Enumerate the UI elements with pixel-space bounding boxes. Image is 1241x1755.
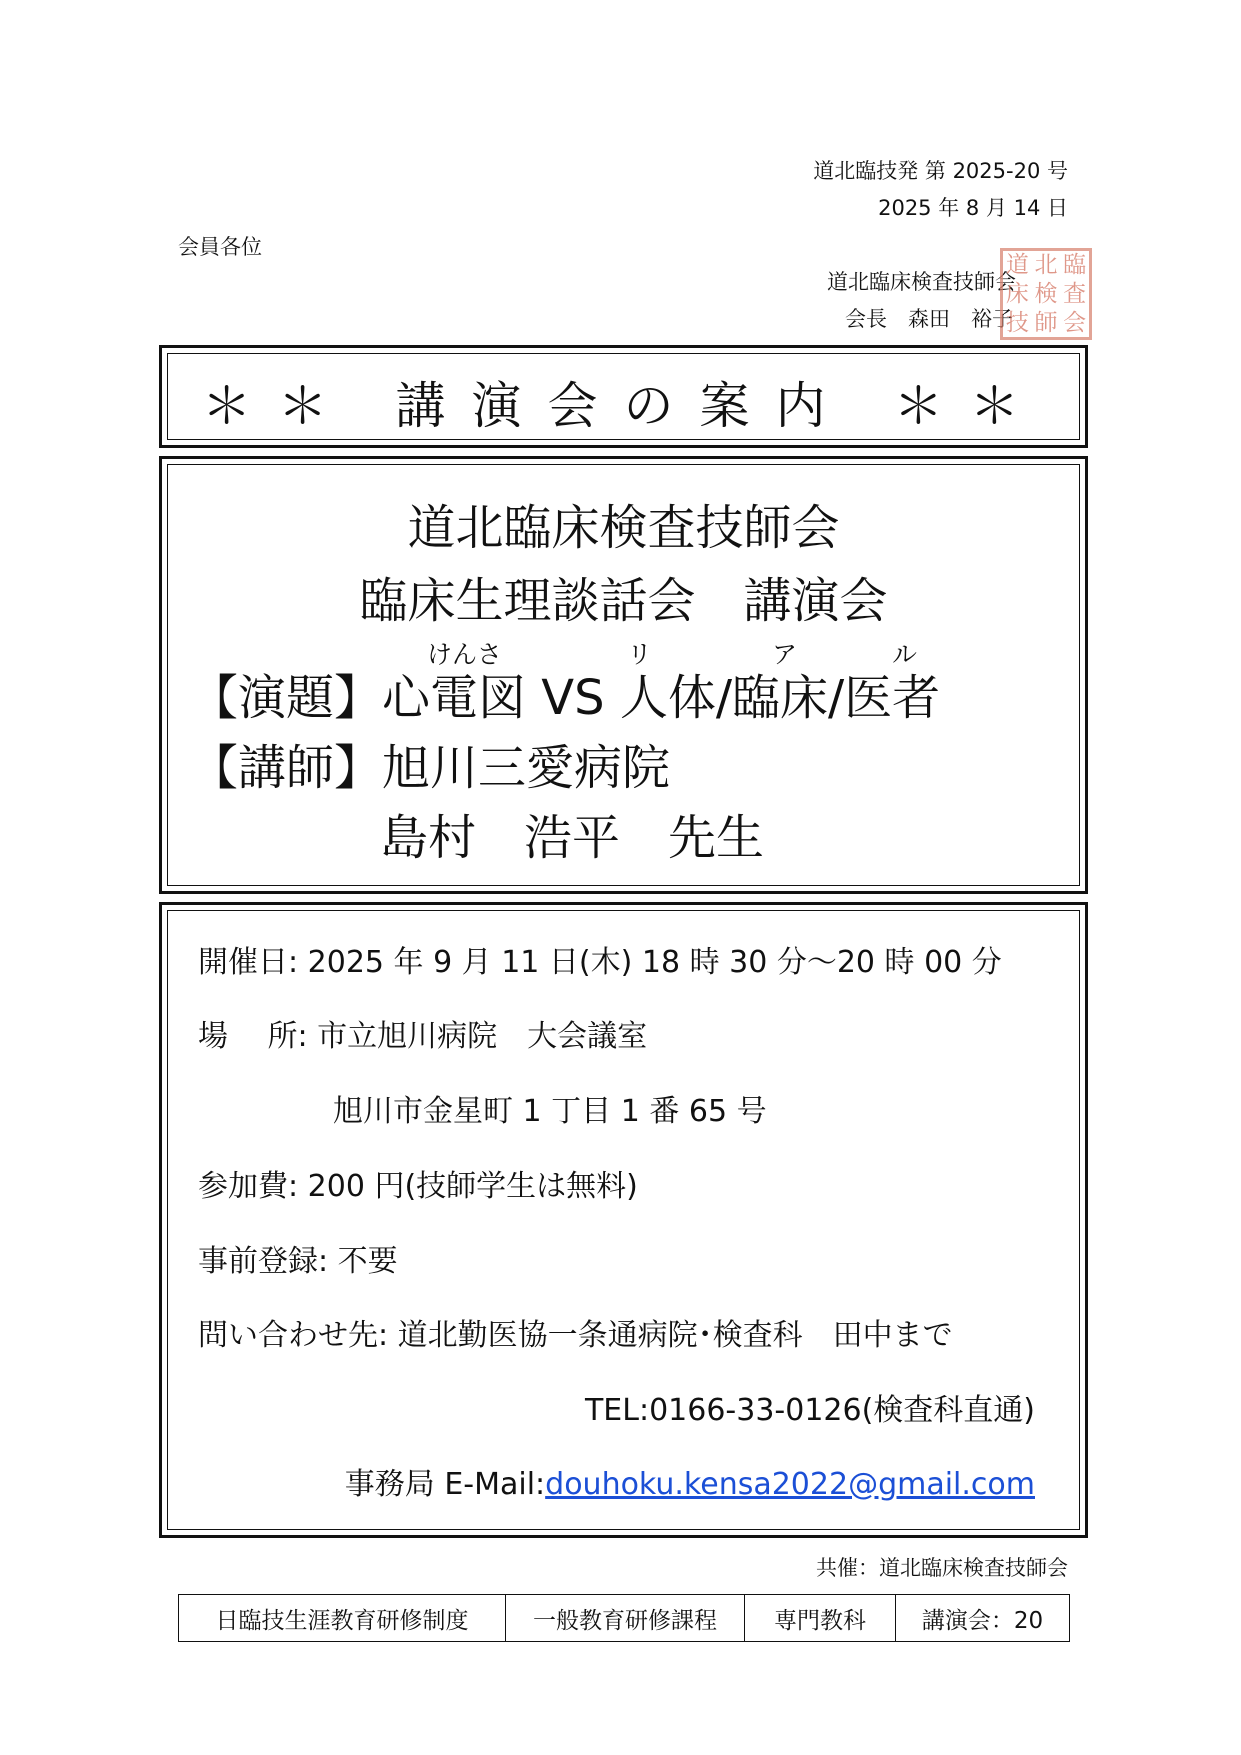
table-cell: 日臨技生涯教育研修制度 xyxy=(179,1595,506,1642)
ruby-annotation: リ xyxy=(627,640,653,669)
organizer-heading: 道北臨床検査技師会 xyxy=(407,500,840,556)
seal-char: 査 xyxy=(1063,281,1087,307)
table-row xyxy=(179,1595,1070,1642)
sender-president: 会長 森田 裕子 xyxy=(845,307,1013,331)
document-date: 2025 年 8 月 14 日 xyxy=(878,196,1068,220)
table-cell: 専門教科 xyxy=(745,1595,896,1642)
event-venue: 場 所: 市立旭川病院 大会議室 xyxy=(198,1019,648,1054)
table-cell: 一般教育研修課程 xyxy=(506,1595,745,1642)
email-link[interactable]: douhoku.kensa2022@gmail.com xyxy=(545,1467,1035,1502)
ruby-annotation: ル xyxy=(892,640,918,669)
seal-char: 技 xyxy=(1005,310,1029,336)
lecture-topic: 【演題】心電図 VS 人体/臨床/医者 xyxy=(190,670,941,726)
contact-email-line xyxy=(345,1459,1035,1503)
recipients: 会員各位 xyxy=(178,235,262,259)
seal-char: 道 xyxy=(1005,252,1029,278)
event-date: 開催日: 2025 年 9 月 11 日(木) 18 時 30 分～20 時 00 分 xyxy=(198,945,1002,980)
venue-address: 旭川市金星町 1 丁目 1 番 65 号 xyxy=(333,1094,767,1129)
seal-char: 北 xyxy=(1034,252,1058,278)
table-cell: 講演会：20 xyxy=(896,1595,1070,1642)
title-box xyxy=(159,345,1088,448)
seal-char: 検 xyxy=(1034,281,1058,307)
event-heading: 臨床生理談話会 講演会 xyxy=(359,573,888,629)
lecturer-affiliation: 【講師】旭川三愛病院 xyxy=(190,740,671,796)
pre-registration: 事前登録: 不要 xyxy=(198,1244,398,1279)
certification-table xyxy=(178,1594,1070,1642)
participation-fee: 参加費: 200 円(技師学生は無料) xyxy=(198,1169,638,1204)
page-title: ＊＊ 講演会の案内 ＊＊ xyxy=(201,377,1046,435)
lecturer-name: 島村 浩平 先生 xyxy=(380,810,765,866)
seal-char: 会 xyxy=(1063,310,1087,336)
co-host: 共催：道北臨床検査技師会 xyxy=(816,1556,1068,1580)
official-seal xyxy=(1000,248,1092,340)
sender-organization: 道北臨床検査技師会 xyxy=(827,270,1016,294)
seal-char: 師 xyxy=(1034,310,1058,336)
contact-phone: TEL:0166-33-0126(検査科直通) xyxy=(584,1393,1035,1428)
document-number: 道北臨技発 第 2025-20 号 xyxy=(813,159,1068,183)
seal-char: 床 xyxy=(1005,281,1029,307)
contact-info: 問い合わせ先: 道北勤医協一条通病院･検査科 田中まで xyxy=(198,1318,953,1353)
email-label: 事務局 E-Mail: xyxy=(344,1467,546,1502)
ruby-annotation: ア xyxy=(772,640,798,669)
ruby-annotation: けんさ xyxy=(427,640,503,669)
seal-char: 臨 xyxy=(1063,252,1087,278)
lecture-info-box xyxy=(159,456,1088,894)
event-details-box xyxy=(159,902,1088,1538)
